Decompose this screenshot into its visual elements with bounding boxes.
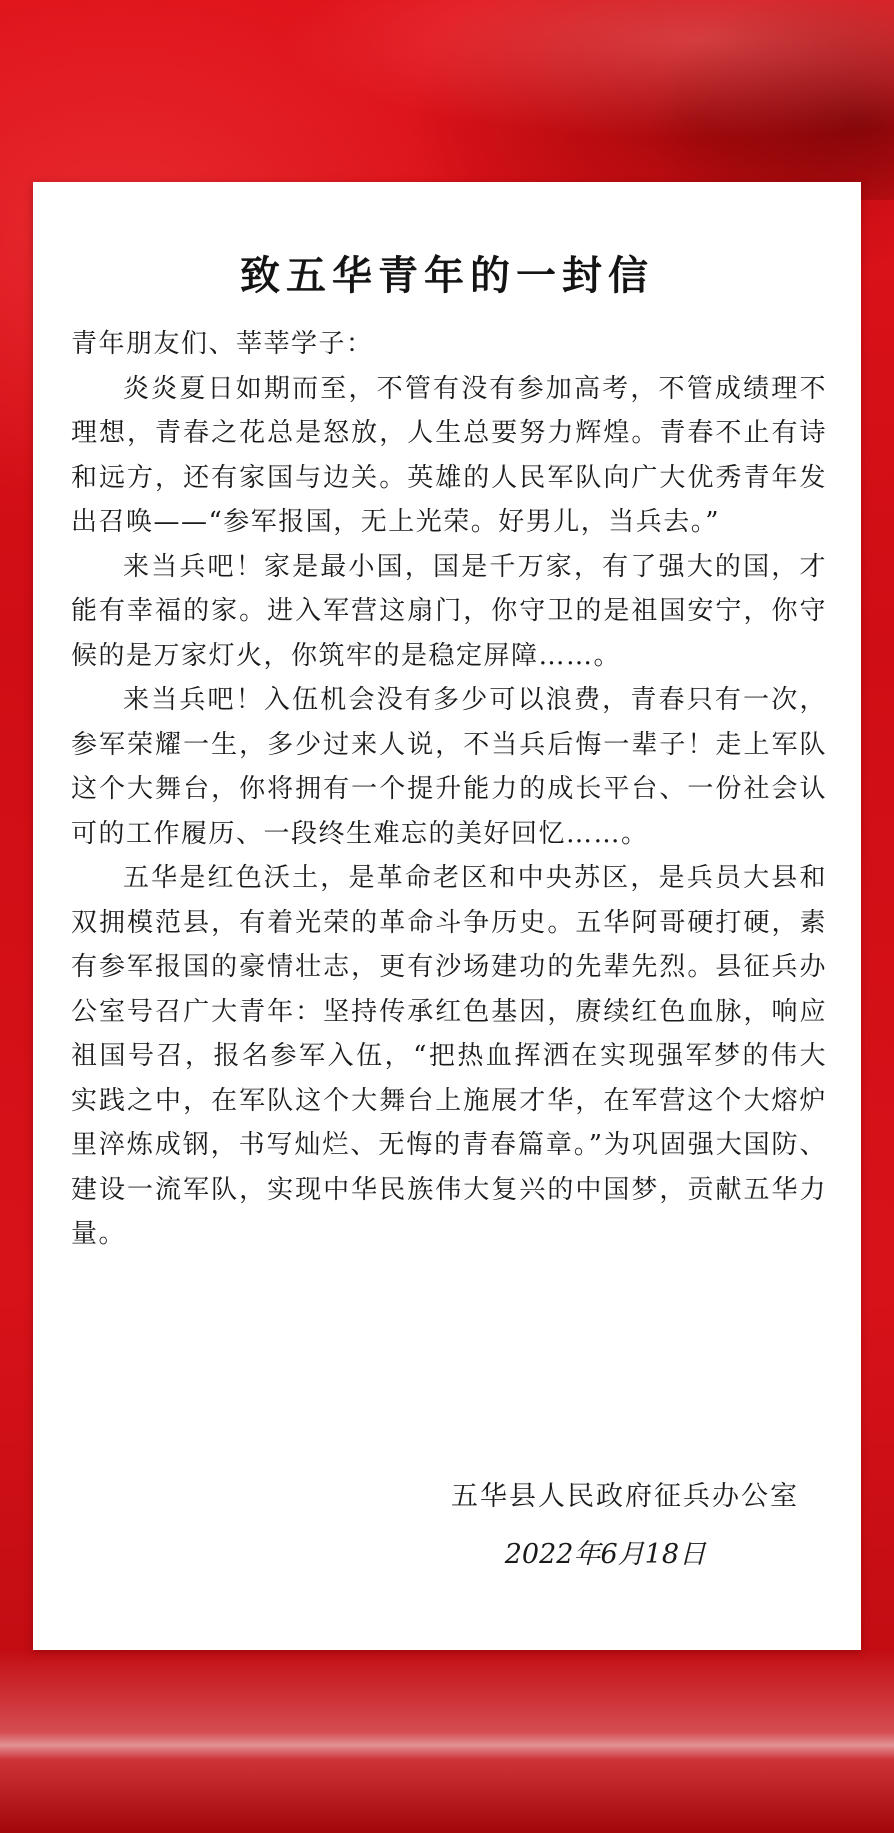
letter-paper <box>33 182 861 1650</box>
letter-paragraph: 炎炎夏日如期而至，不管有没有参加高考，不管成绩理不理想，青春之花总是怒放，人生总要努力辉煌。青春不止有诗和远方，还有家国与边关。英雄的人民军队向广大优秀青年发出召唤——“参军报国，无上光荣。好男儿，当兵去。” <box>71 373 827 537</box>
background-bottom-light-band <box>0 1650 894 1833</box>
letter-signature: 五华县人民政府征兵办公室 <box>451 1481 799 1512</box>
background-top-glow <box>0 0 894 200</box>
letter-paragraph: 五华是红色沃土，是革命老区和中央苏区，是兵员大县和双拥模范县，有着光荣的革命斗争历史。五华阿哥硬打硬，素有参军报国的豪情壮志，更有沙场建功的先辈先烈。县征兵办公室号召广大青年：坚持传承红色基因，赓续红色血脉，响应祖国号召，报名参军入伍，“把热血挥洒在实现强军梦的伟大实践之中，在军队这个大舞台上施展才华，在军营这个大熔炉里淬炼成钢，书写灿烂、无悔的青春篇章。”为巩固强大国防、建设一流军队，实现中华民族伟大复兴的中国梦，贡献五华力量。 <box>71 863 827 1249</box>
letter-date: 2022年6月18日 <box>504 1539 706 1570</box>
letter-salutation: 青年朋友们、莘莘学子： <box>71 329 374 359</box>
letter-paragraph: 来当兵吧！家是最小国，国是千万家，有了强大的国，才能有幸福的家。进入军营这扇门，你守卫的是祖国安宁，你守候的是万家灯火，你筑牢的是稳定屏障……。 <box>71 551 827 671</box>
letter-body <box>71 322 827 1257</box>
letter-paragraph: 来当兵吧！入伍机会没有多少可以浪费，青春只有一次，参军荣耀一生，多少过来人说，不当兵后悔一辈子！走上军队这个大舞台，你将拥有一个提升能力的成长平台、一份社会认可的工作履历、一段终生难忘的美好回忆……。 <box>71 685 827 849</box>
letter-title: 致五华青年的一封信 <box>240 252 654 299</box>
